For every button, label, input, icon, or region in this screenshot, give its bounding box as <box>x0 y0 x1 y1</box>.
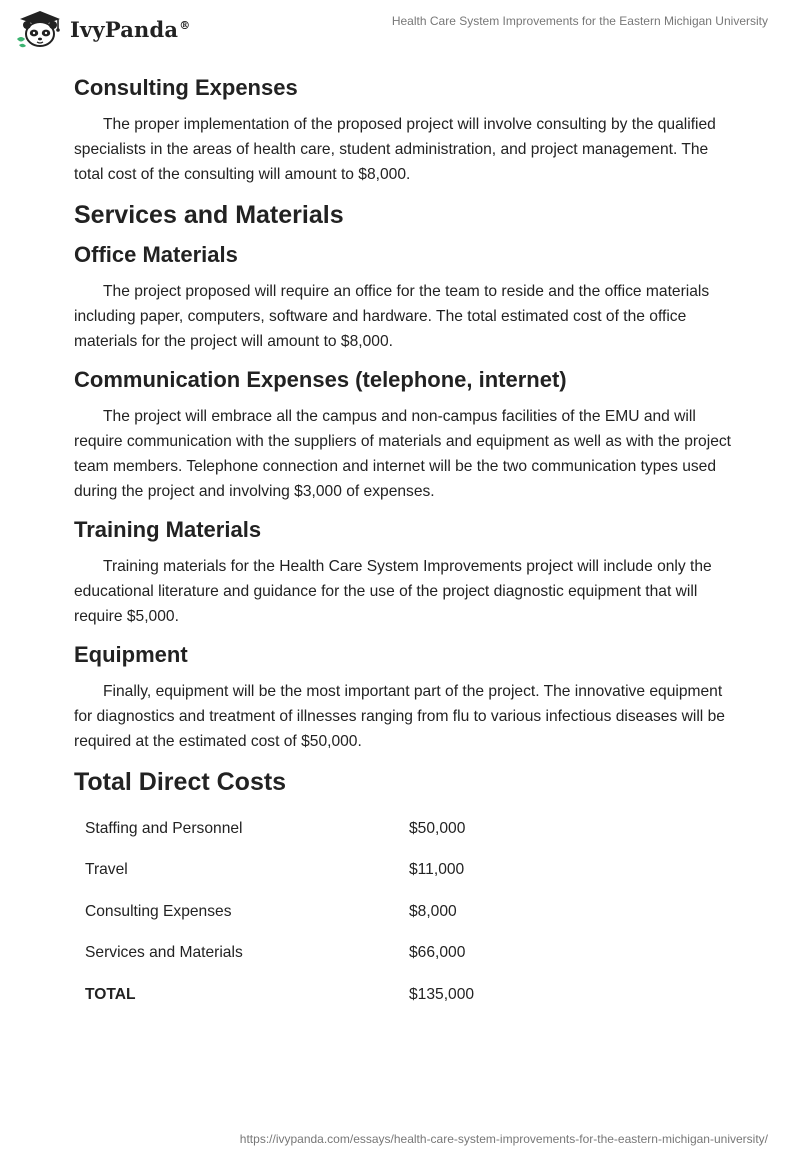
ivypanda-logo[interactable] <box>14 9 190 49</box>
heading-training-materials: Training Materials <box>74 517 262 542</box>
table-row <box>74 808 485 850</box>
table-row <box>74 933 485 975</box>
cost-amount: $50,000 <box>409 819 466 837</box>
paragraph-consulting: The proper implementation of the proposed project will involve consulting by the qualified specialists in the areas of health care, student administration, and project management. The total cost of the consulting will amount to $8,000. <box>74 116 716 183</box>
paragraph-communication: The project will embrace all the campus and non-campus facilities of the EMU and will require communication with the suppliers of materials and equipment as well as with the project team members. Telephone connection and internet will be the two communication types used during the project and involving $3,000 of expenses. <box>74 408 731 500</box>
total-label: TOTAL <box>85 985 136 1003</box>
cost-amount: $66,000 <box>409 944 466 962</box>
logo-text: IvyPanda® <box>70 16 191 42</box>
heading-services-and-materials: Services and Materials <box>74 201 344 229</box>
heading-equipment: Equipment <box>74 642 188 667</box>
source-url-link[interactable]: https://ivypanda.com/essays/health-care-system-improvements-for-the-eastern-michigan-university/ <box>239 1132 768 1146</box>
document-title: Health Care System Improvements for the Eastern Michigan University <box>391 14 768 28</box>
paragraph-equipment: Finally, equipment will be the most important part of the project. The innovative equipment for diagnostics and treatment of illnesses ranging from flu to various infectious diseases will be required at the estimated cost of $50,000. <box>74 683 725 750</box>
table-row <box>74 850 485 892</box>
cost-amount: $8,000 <box>409 902 457 920</box>
heading-communication-expenses: Communication Expenses (telephone, internet) <box>74 367 567 392</box>
heading-total-direct-costs: Total Direct Costs <box>74 768 287 796</box>
essay-body <box>74 66 734 1016</box>
cost-label: Consulting Expenses <box>85 902 232 920</box>
cost-amount: $11,000 <box>409 861 465 879</box>
panda-graduate-icon <box>14 9 64 49</box>
table-row-total <box>74 974 485 1016</box>
cost-label: Staffing and Personnel <box>85 819 243 837</box>
total-amount: $135,000 <box>409 985 475 1003</box>
heading-consulting-expenses: Consulting Expenses <box>74 75 298 100</box>
paragraph-office-materials: The project proposed will require an office for the team to reside and the office materials including paper, computers, software and hardware. The total estimated cost of the office materials for the project will amount to $8,000. <box>74 283 710 350</box>
paragraph-training: Training materials for the Health Care System Improvements project will include only the educational literature and guidance for the use of the project diagnostic equipment that will require $5,000. <box>74 558 712 625</box>
cost-label: Services and Materials <box>85 944 243 962</box>
table-row <box>74 891 485 933</box>
page-header <box>0 0 800 64</box>
heading-office-materials: Office Materials <box>74 242 238 267</box>
cost-label: Travel <box>85 861 128 879</box>
direct-costs-table <box>74 808 485 1016</box>
